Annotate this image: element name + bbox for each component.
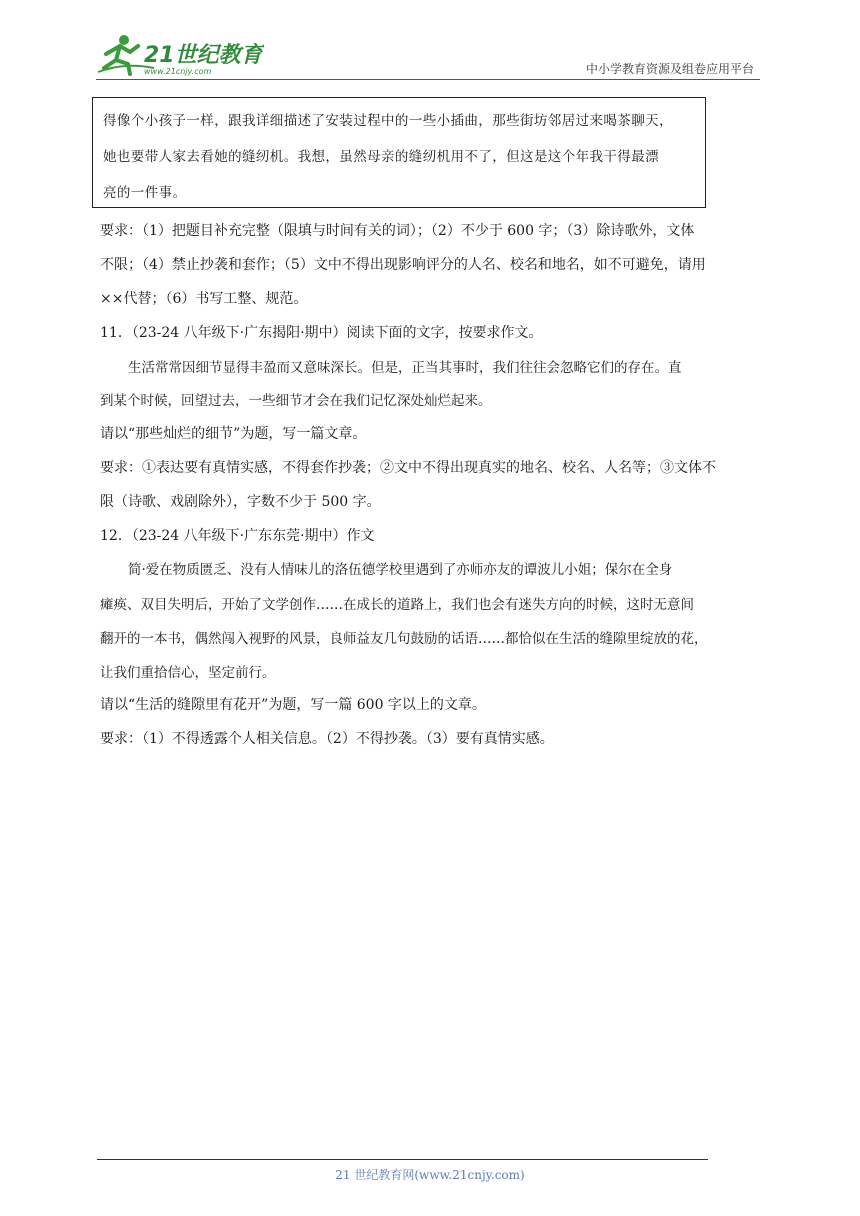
header-divider <box>96 79 760 80</box>
runner-logo-icon <box>94 32 264 78</box>
q12-instruction: 作文 <box>346 528 375 544</box>
logo-url: www.21cnjy.com <box>144 67 212 76</box>
platform-name: 中小学教育资源及组卷应用平台 <box>585 62 754 76</box>
q12-material-3: 翻开的一本书，偶然闯入视野的风景，良师益友几句鼓励的话语……都恰似在生活的缝隙里绽放的花， <box>100 631 708 647</box>
q11-requirement-1: 要求：①表达要有真情实感，不得套作抄袭；②文中不得出现真实的地名、校名、人名等；③文体不 <box>100 460 716 476</box>
quote-line-2: 她也要带人家去看她的缝纫机。我想，虽然母亲的缝纫机用不了，但这是这个年我干得最漂 <box>103 149 659 165</box>
q11-source: （23-24 八年级下·广东揭阳·期中） <box>131 325 347 341</box>
q12-material-1: 简·爱在物质匮乏、没有人情味儿的洛伍德学校里遇到了亦师亦友的谭波儿小姐；保尔在全身 <box>128 562 673 578</box>
q12-source: （23-24 八年级下·广东东莞·期中） <box>131 528 347 544</box>
q11-instruction: 阅读下面的文字，按要求作文。 <box>346 325 543 341</box>
quote-box <box>92 97 706 208</box>
logo-text: 21世纪教育 <box>144 43 263 68</box>
q12-number: 12． <box>100 528 132 544</box>
footer-text: 21 世纪教育网(www.21cnjy.com) <box>335 1168 525 1182</box>
q11-material-1: 生活常常因细节显得丰盈而又意味深长。但是，正当其事时，我们往往会忽略它们的存在。直 <box>128 360 682 376</box>
q11-heading <box>100 322 543 342</box>
q10-requirement-1: 要求：（1）把题目补充完整（限填与时间有关的词）；（2）不少于 600 字；（3）除诗歌外，文体 <box>100 223 695 239</box>
q11-material-2: 到某个时候，回望过去，一些细节才会在我们记忆深处灿烂起来。 <box>100 393 492 409</box>
q11-number: 11． <box>100 325 132 341</box>
quote-line-3: 亮的一件事。 <box>103 185 187 201</box>
q10-requirement-3: ××代替；（6）书写工整、规范。 <box>100 291 308 307</box>
q12-prompt: 请以“生活的缝隙里有花开”为题，写一篇 600 字以上的文章。 <box>100 697 486 713</box>
q12-material-2: 瘫痪、双目失明后，开始了文学创作……在成长的道路上，我们也会有迷失方向的时候，这时无意间 <box>100 597 694 613</box>
q11-prompt: 请以“那些灿烂的细节”为题，写一篇文章。 <box>100 426 367 442</box>
q12-material-4: 让我们重拾信心，坚定前行。 <box>100 665 276 681</box>
q11-requirement-2: 限（诗歌、戏剧除外），字数不少于 500 字。 <box>100 494 381 510</box>
q10-requirement-2: 不限；（4）禁止抄袭和套作；（5）文中不得出现影响评分的人名、校名和地名，如不可避免，请用 <box>100 257 706 273</box>
q12-heading <box>100 525 375 545</box>
footer-divider <box>97 1159 708 1160</box>
q12-requirement: 要求：（1）不得透露个人相关信息。（2）不得抄袭。（3）要有真情实感。 <box>100 731 554 747</box>
quote-line-1: 得像个小孩子一样，跟我详细描述了安装过程中的一些小插曲，那些街坊邻居过来喝茶聊天， <box>103 113 673 129</box>
site-logo <box>94 32 264 78</box>
